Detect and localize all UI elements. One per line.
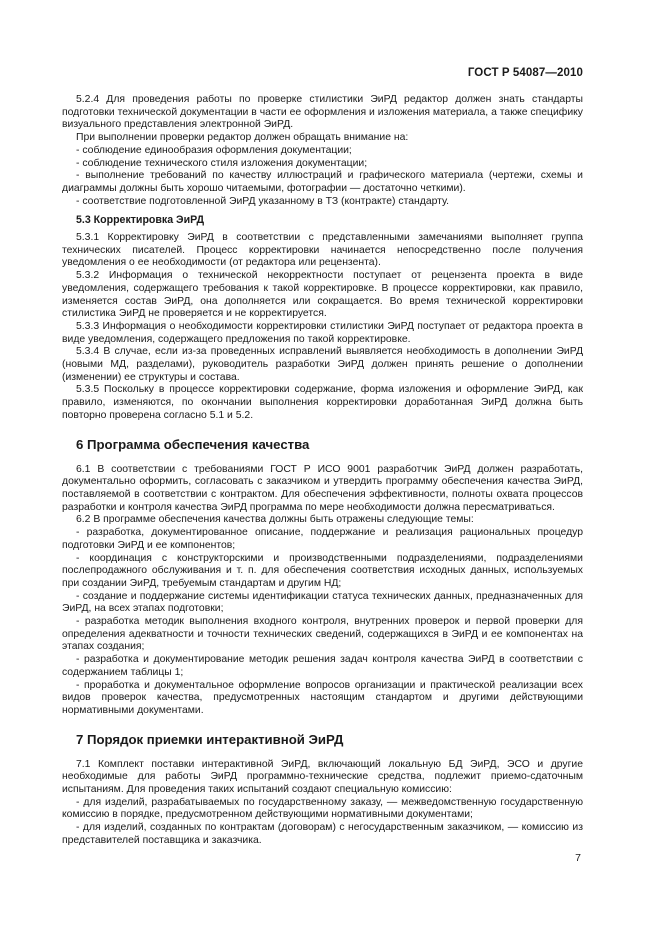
- paragraph: 5.3.2 Информация о технической некорректности поступает от рецензента проекта в виде уведомления, содержащего требования к такой корректировке. В процессе корректировки, как правило, изменяется состав ЭиРД, она дополняется или сокращается. Во время технической корректировки стилистика ЭиРД не проверяется и не корректируется.: [62, 270, 583, 320]
- paragraph: - разработка методик выполнения входного контроля, внутренних проверок и первой проверки для определения адекватности и точности технических сведений, содержащихся в ЭиРД и ее компонентах на этапах создания;: [62, 616, 583, 653]
- section-heading: 7 Порядок приемки интерактивной ЭиРД: [76, 731, 344, 747]
- paragraph: 5.2.4 Для проведения работы по проверке стилистики ЭиРД редактор должен знать стандарты подготовки технической документации в части ее оформления и изложения материала, а также специфику визуального представления электронной ЭиРД.: [62, 94, 583, 131]
- paragraph: 5.3.3 Информация о необходимости корректировки стилистики ЭиРД поступает от редактора проекта в виде уведомления, содержащего предложения по такой корректировке.: [62, 320, 583, 345]
- document-body: [62, 94, 583, 848]
- paragraph: - координация с конструкторскими и производственными подразделениями, подразделениями послепродажного обслуживания и т. п. для обеспечения соответствия исходных данных, используемых при создании ЭиРД, требуемым стандартам и другим НД;: [62, 552, 583, 589]
- paragraph: 5.3.1 Корректировку ЭиРД в соответствии с представленными замечаниями выполняет группа технических писателей. Процесс корректировки начинается непосредственно после получения уведомления о ее необходимости (от редактора или рецензента).: [62, 232, 583, 269]
- paragraph: - создание и поддержание системы идентификации статуса технических данных, предназначенных для ЭиРД, на всех этапах подготовки;: [62, 590, 583, 615]
- paragraph: - соблюдение единообразия оформления документации;: [76, 144, 352, 156]
- paragraph: 5.3.5 Поскольку в процессе корректировки содержание, форма изложения и оформление ЭиРД, как правило, изменяются, по окончании выполнения корректировки доработанная ЭиРД должна быть повторно проверена согласно 5.1 и 5.2.: [62, 384, 583, 421]
- paragraph: 7.1 Комплект поставки интерактивной ЭиРД, включающий локальную БД ЭиРД, ЭСО и другие необходимые для работы ЭиРД программно-технические средства, подлежит приемо-сдаточным испытаниям. Для проведения таких испытаний создают специальную комиссию:: [62, 758, 583, 796]
- paragraph: - проработка и документальное оформление вопросов организации и практической реализации всех видов проверок качества, предусмотренных настоящим стандартом и другими действующими нормативными документами.: [62, 679, 583, 716]
- page-number: 7: [575, 852, 581, 864]
- section-heading: 6 Программа обеспечения качества: [76, 436, 310, 452]
- paragraph: - соблюдение технического стиля изложения документации;: [76, 157, 368, 169]
- paragraph: 6.2 В программе обеспечения качества должны быть отражены следующие темы:: [76, 514, 474, 526]
- subsection-heading: 5.3 Корректировка ЭиРД: [76, 214, 205, 227]
- paragraph: - соответствие подготовленной ЭиРД указанному в ТЗ (контракте) стандарту.: [76, 195, 450, 207]
- paragraph: - для изделий, созданных по контрактам (договорам) с негосударственным заказчиком, — комиссию из представителей поставщика и заказчика.: [62, 822, 583, 846]
- paragraph: - разработка и документирование методик решения задач контроля качества ЭиРД в соответствии с содержанием таблицы 1;: [62, 654, 583, 678]
- paragraph: 6.1 В соответствии с требованиями ГОСТ Р ИСО 9001 разработчик ЭиРД должен разработать, документально оформить, согласовать с заказчиком и утвердить программу обеспечения качества ЭиРД, поставляемой в соответствии с контрактом. Для обеспечения эффективности, полноты охвата процессов разработки и контроля качества ЭиРД программа по мере необходимости должна пересматриваться.: [62, 463, 583, 513]
- paragraph: - разработка, документированное описание, поддержание и реализация рациональных процедур подготовки ЭиРД и ее компонентов;: [62, 527, 583, 551]
- paragraph: - выполнение требований по качеству иллюстраций и графического материала (чертежи, схемы и диаграммы должны быть хорошо читаемыми, фотографии — достаточно четкими).: [62, 170, 583, 194]
- paragraph: 5.3.4 В случае, если из-за проведенных исправлений выявляется необходимость в дополнении ЭиРД (новыми МД, разделами), руководитель разработки ЭиРД должен принять решение о дополнении (изменении) ее структуры и состава.: [62, 346, 583, 383]
- paragraph: - для изделий, разрабатываемых по государственному заказу, — межведомственную государственную комиссию в порядке, предусмотренном действующими нормативными документами;: [62, 796, 583, 821]
- document-code: ГОСТ Р 54087—2010: [467, 67, 583, 79]
- paragraph: При выполнении проверки редактор должен обращать внимание на:: [76, 132, 409, 144]
